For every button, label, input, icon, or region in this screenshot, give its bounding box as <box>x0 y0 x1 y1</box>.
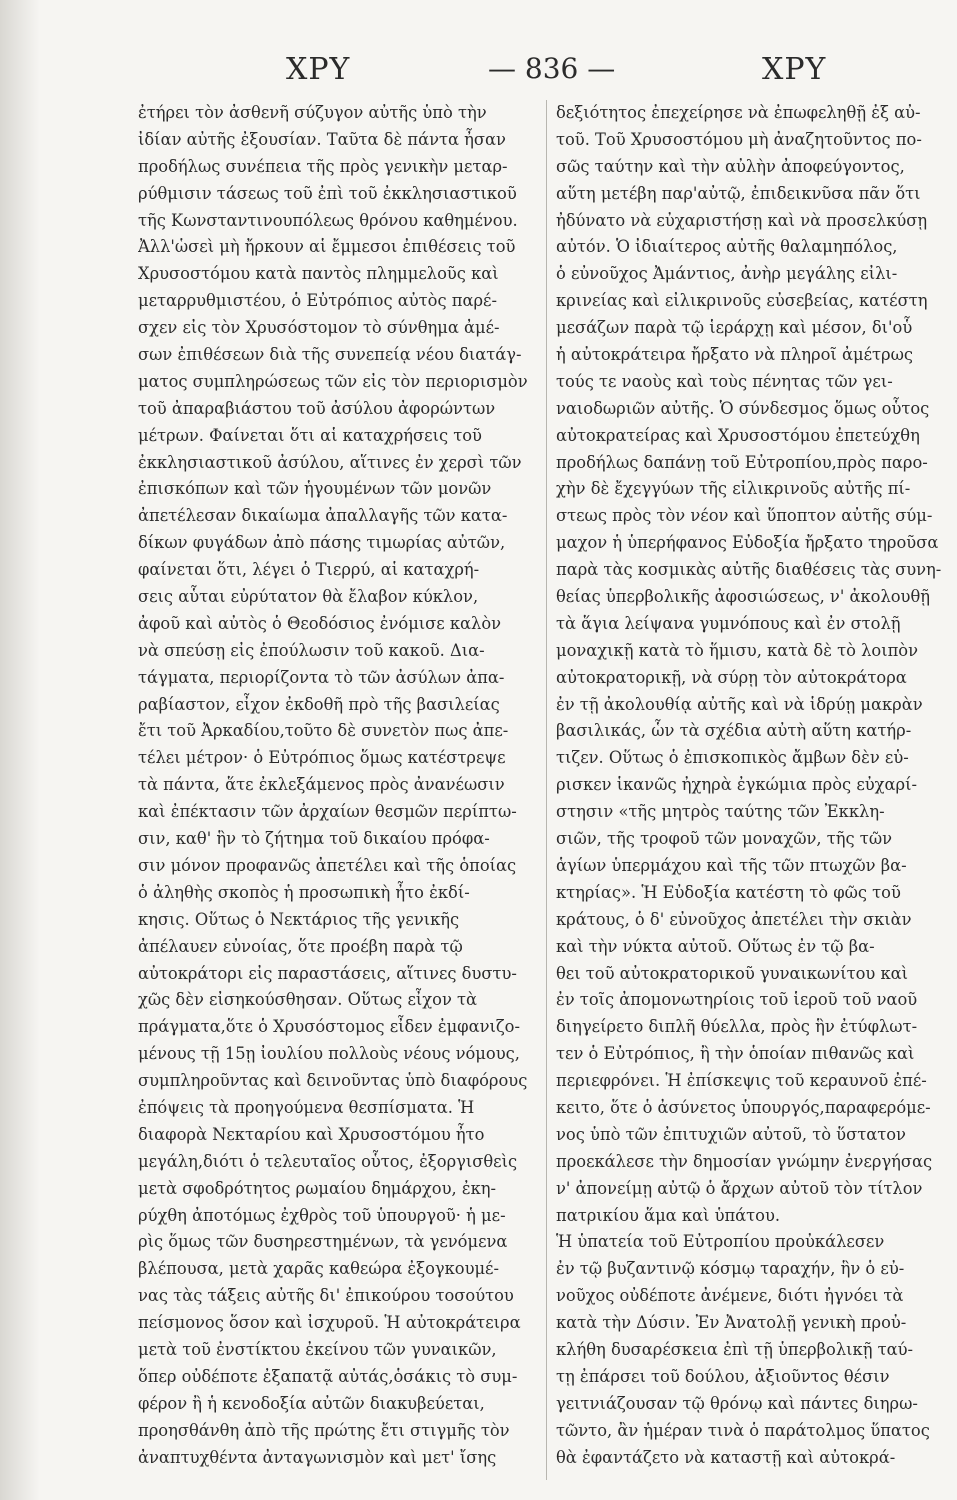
left-column-line: μεταρρυθμιστέου, ὁ Εὐτρόπιος αὐτὸς παρέ- <box>138 291 497 311</box>
right-column-line: κλήθη δυσαρέσκεια ἐπὶ τῇ ὑπερβολικῇ ταύ- <box>556 1339 914 1359</box>
right-column-line: κτηρίας». Ἡ Εὐδοξία κατέστη τὸ φῶς τοῦ <box>556 882 901 902</box>
left-column-line: φέρον ἢ ἡ κενοδοξία αὐτῶν διακυβεύεται, <box>138 1393 485 1413</box>
left-column-line: δίκων φυγάδων ἀπὸ πάσης τιμωρίας αὐτῶν, <box>138 533 506 553</box>
left-column-line: τὰ πάντα, ἅτε ἐκλεξάμενος πρὸς ἀνανέωσιν <box>138 775 505 795</box>
header-right-keyword: ΧΡΥ <box>762 52 827 87</box>
left-column-line: μετὰ τοῦ ἐνστίκτου ἐκείνου τῶν γυναικῶν, <box>138 1339 497 1359</box>
right-column-line: θὰ ἐφαντάζετο νὰ καταστῇ καὶ αὐτοκρά- <box>556 1447 896 1467</box>
right-column-line: τοῦ. Τοῦ Χρυσοστόμου μὴ ἀναζητοῦντος πο- <box>556 129 922 149</box>
right-column-line: αὐτοκρατείρας καὶ Χρυσοστόμου ἐπετεύχθη <box>556 425 920 445</box>
left-column-line: φαίνεται ὅτι, λέγει ὁ Τιερρύ, αἱ καταχρή- <box>138 560 480 580</box>
right-column-line: κατὰ τὴν Δύσιν. Ἐν Ἀνατολῇ γενικὴ προὐ- <box>556 1313 907 1333</box>
left-column-line: ἔτι τοῦ Ἀρκαδίου,τοῦτο δὲ συνετὸν πως ἀπε- <box>138 721 509 741</box>
left-column-line: τάγματα, περιορίζοντα τὸ τῶν ἀσύλων ἀπα- <box>138 667 505 687</box>
right-column-line: ναιοδωριῶν αὐτῆς. Ὁ σύνδεσμος ὅμως οὗτος <box>556 398 930 418</box>
right-column-line: διηγείρετο διπλῆ θύελλα, πρὸς ἣν ἐτύφλωτ- <box>556 1017 918 1037</box>
left-column-line: ρύχθη ἀποτόμως ἐχθρὸς τοῦ ὑπουργοῦ· ἡ με- <box>138 1205 506 1225</box>
right-column-line: αὐτόν. Ὁ ἰδιαίτερος αὐτῆς θαλαμηπόλος, <box>556 237 898 257</box>
left-column-line: ἀπετέλεσαν δικαίωμα ἀπαλλαγῆς τῶν κατα- <box>138 506 508 526</box>
left-column-line: ἀναπτυχθέντα ἀνταγωνισμὸν καὶ μετ' ἴσης <box>138 1447 497 1467</box>
right-column-line: πατρικίου ἅμα καὶ ὑπάτου. <box>556 1205 781 1225</box>
right-column-line: αὕτη μετέβη παρ'αὐτῷ, ἐπιδεικνῦσα πᾶν ὅτι <box>556 183 921 203</box>
right-column-line: τὰ ἅγια λείψανα γυμνόπους καὶ ἐν στολῇ <box>556 613 901 633</box>
left-column-line: σεις αὗται εὐρύτατον θὰ ἔλαβον κύκλον, <box>138 587 479 607</box>
left-column-line: ἐπόψεις τὰ προηγούμενα θεσπίσματα. Ἡ <box>138 1097 475 1117</box>
left-column-line: μένους τῇ 15ῃ ἰουλίου πολλοὺς νέους νόμους, <box>138 1044 520 1064</box>
left-column-line: καὶ ἐπέκτασιν τῶν ἀρχαίων θεσμῶν περίπτω- <box>138 802 517 822</box>
right-column-line: μαχον ἡ ὑπερήφανος Εὐδοξία ἤρξατο τηροῦσα <box>556 533 939 553</box>
right-column-line: χὴν δὲ ἔχεγγύων τῆς εἰλικρινοῦς αὐτῆς πί- <box>556 479 911 499</box>
right-column-line: τῃ ἐπάρσει τοῦ δούλου, ἀξιοῦντος θέσιν <box>556 1366 890 1386</box>
left-column-line: ὁ ἀληθὴς σκοπὸς ἡ προσωπικὴ ἦτο ἐκδί- <box>138 882 470 902</box>
left-column-line: κησις. Οὕτως ὁ Νεκτάριος τῆς γενικῆς <box>138 909 460 929</box>
right-column-line: περιεφρόνει. Ἡ ἐπίσκεψις τοῦ κεραυνοῦ ἐπέ- <box>556 1071 927 1091</box>
left-column-line: σχεν εἰς τὸν Χρυσόστομον τὸ σύνθημα ἀμέ- <box>138 318 500 338</box>
left-column-line: τοῦ ἀπαραβιάστου τοῦ ἀσύλου ἀφορώντων <box>138 398 496 418</box>
left-text-column <box>138 100 540 1480</box>
left-column-line: μετὰ σφοδρότητος ρωμαίου δημάρχου, ἐκη- <box>138 1178 497 1198</box>
left-column-line: χῶς δὲν εἰσηκούσθησαν. Οὕτως εἶχον τὰ <box>138 990 478 1010</box>
right-column-line: στησιν «τῆς μητρὸς ταύτης τῶν Ἐκκλη- <box>556 802 885 822</box>
left-column-line: ἀπέλαυεν εὐνοίας, ὅτε προέβη παρὰ τῷ <box>138 936 463 956</box>
left-column-line: πράγματα,ὅτε ὁ Χρυσόστομος εἶδεν ἐμφανιζο- <box>138 1017 520 1037</box>
left-column-line: σιν μόνον προφανῶς ἀπετέλει καὶ τῆς ὁποίας <box>138 855 517 875</box>
left-column-line: μέτρων. Φαίνεται ὅτι αἱ καταχρήσεις τοῦ <box>138 425 482 445</box>
right-column-line: τῶντο, ἂν ἡμέραν τινὰ ὁ παράτολμος ὕπατος <box>556 1420 930 1440</box>
right-column-line: βασιλικάς, ὧν τὰ σχέδια αὐτὴ αὕτη κατήρ- <box>556 721 912 741</box>
left-column-line: νὰ σπεύσῃ εἰς ἐπούλωσιν τοῦ κακοῦ. Δια- <box>138 640 485 660</box>
right-text-column <box>556 100 954 1480</box>
right-column-line: ἐν τῷ βυζαντινῷ κόσμῳ ταραχήν, ἣν ὁ εὐ- <box>556 1259 905 1279</box>
left-column-line: τῆς Κωνσταντινουπόλεως θρόνου καθημένου. <box>138 210 518 230</box>
left-column-line: Χρυσοστόμου κατὰ παντὸς πλημμελοῦς καὶ <box>138 264 499 284</box>
left-column-line: ἐκκλησιαστικοῦ ἀσύλου, αἵτινες ἐν χερσὶ τῶν <box>138 452 522 472</box>
right-column-line: γειτνιάζουσαν τῷ θρόνῳ καὶ πάντες διηρω- <box>556 1393 918 1413</box>
right-column-line: σῶς ταύτην καὶ τὴν αὐλὴν ἀποφεύγοντος, <box>556 156 905 176</box>
right-column-line: ἁγίων ὑπερμάχου καὶ τῆς τῶν πτωχῶν βα- <box>556 855 907 875</box>
left-column-line: τέλει μέτρον· ὁ Εὐτρόπιος ὅμως κατέστρεψε <box>138 748 506 768</box>
left-column-line: ρὶς ὅμως τῶν δυσηρεστημένων, τὰ γενόμενα <box>138 1232 508 1252</box>
gutter-shadow <box>0 0 40 1500</box>
left-column-line: αὐτοκράτορι εἰς παραστάσεις, αἵτινες δυστυ- <box>138 963 517 983</box>
right-column-line: ἠδύνατο νὰ εὐχαριστήσῃ καὶ νὰ προσελκύσῃ <box>556 210 928 230</box>
right-column-line: προδήλως δαπάνῃ τοῦ Εὐτροπίου,πρὸς παρο- <box>556 452 928 472</box>
right-column-line: ὁ εὐνοῦχος Ἀμάντιος, ἀνὴρ μεγάλης εἰλι- <box>556 264 898 284</box>
left-column-line: βλέπουσα, μετὰ χαρᾶς καθεώρα ἐξογκουμέ- <box>138 1259 499 1279</box>
left-column-line: ἐτήρει τὸν ἀσθενῆ σύζυγον αὐτῆς ὑπὸ τὴν <box>138 103 487 122</box>
right-column-line: αὐτοκρατορικῇ, νὰ σύρῃ τὸν αὐτοκράτορα <box>556 667 907 687</box>
right-column-line: καὶ τὴν νύκτα αὐτοῦ. Οὕτως ἐν τῷ βα- <box>556 936 875 956</box>
left-column-line: συμπληροῦντας καὶ δεινοῦντας ὑπὸ διαφόρους <box>138 1071 528 1091</box>
right-column-line: παρὰ τὰς κοσμικὰς αὐτῆς διαθέσεις τὰς συνη- <box>556 560 942 580</box>
left-column-line: προδήλως συνέπεια τῆς πρὸς γενικὴν μεταρ- <box>138 156 508 176</box>
header-left-keyword: ΧΡΥ <box>286 52 351 87</box>
left-column-line: σιν, καθ' ἣν τὸ ζήτημα τοῦ δικαίου πρόφα- <box>138 829 490 849</box>
right-column-line: ρισκεν ἱκανῶς ἠχηρὰ ἐγκώμια πρὸς εὐχαρί- <box>556 775 917 795</box>
right-column-line: ἡ αὐτοκράτειρα ἤρξατο νὰ πληροῖ ἀμέτρως <box>556 345 913 365</box>
right-column-line: τούς τε ναοὺς καὶ τοὺς πένητας τῶν γει- <box>556 371 893 391</box>
right-column-line: Ἡ ὑπατεία τοῦ Εὐτροπίου προὐκάλεσεν <box>556 1232 885 1252</box>
left-column-line: ἰδίαν αὐτῆς ἐξουσίαν. Ταῦτα δὲ πάντα ἦσαν <box>138 129 506 149</box>
right-column-line: κειτο, ὅτε ὁ ἀσύνετος ὑπουργός,παραφερόμε- <box>556 1097 931 1117</box>
left-column-line: ὅπερ οὐδέποτε ἐξαπατᾷ αὐτάς,ὁσάκις τὸ συμ- <box>138 1366 518 1386</box>
right-column-line: μεσάζων παρὰ τῷ ἱεράρχῃ καὶ μέσον, δι'οὗ <box>556 318 913 338</box>
left-column-line: ραβίαστον, εἶχον ἐκδοθῆ πρὸ τῆς βασιλείας <box>138 694 500 714</box>
right-column-line: τιζεν. Οὕτως ὁ ἐπισκοπικὸς ἄμβων δὲν εὑ- <box>556 748 909 768</box>
right-column-line: νος ὑπὸ τῶν ἐπιτυχιῶν αὐτοῦ, τὸ ὕστατον <box>556 1124 906 1144</box>
right-column-line: τεν ὁ Εὐτρόπιος, ἢ τὴν ὁποίαν πιθανῶς καὶ <box>556 1044 915 1064</box>
left-column-line: ματος συμπληρώσεως τῶν εἰς τὸν περιορισμὸν <box>138 371 528 391</box>
right-column-line: θει τοῦ αὐτοκρατορικοῦ γυναικωνίτου καὶ <box>556 963 909 983</box>
left-column-line: νας τὰς τάξεις αὐτῆς δι' ἐπικούρου τοσούτου <box>138 1286 514 1306</box>
left-column-line: Ἀλλ'ὡσεὶ μὴ ἤρκουν αἱ ἔμμεσοι ἐπιθέσεις τοῦ <box>138 237 516 257</box>
right-column-line: ν' ἀπονείμῃ αὐτῷ ὁ ἄρχων αὐτοῦ τὸν τίτλον <box>556 1178 923 1198</box>
left-column-line: ρύθμισιν τάσεως τοῦ ἐπὶ τοῦ ἐκκλησιαστικοῦ <box>138 183 517 203</box>
right-column-line: μοναχικῇ κατὰ τὸ ἥμισυ, κατὰ δὲ τὸ λοιπὸν <box>556 640 918 660</box>
left-column-line: ἐπισκόπων καὶ τῶν ἡγουμένων τῶν μονῶν <box>138 479 492 499</box>
right-column-line: στεως πρὸς τὸν νέον καὶ ὕποπτον αὐτῆς σύμ- <box>556 506 933 526</box>
right-column-line: δεξιότητος ἐπεχείρησε νὰ ἐπωφεληθῇ ἐξ αὐ- <box>556 103 921 122</box>
page-number: — 836 — <box>488 52 616 85</box>
right-column-line: νοῦχος οὐδέποτε ἀνέμενε, διότι ἠγνόει τὰ <box>556 1286 904 1306</box>
left-column-line: ἀφοῦ καὶ αὐτὸς ὁ Θεοδόσιος ἐνόμισε καλὸν <box>138 613 502 633</box>
left-column-line: μεγάλη,διότι ὁ τελευταῖος οὗτος, ἐξοργισθεὶς <box>138 1151 518 1171</box>
right-column-line: κρινείας καὶ εἰλικρινοῦς εὐσεβείας, κατέστη <box>556 291 928 311</box>
column-divider <box>546 100 547 1480</box>
right-column-line: ἐν τῇ ἀκολουθίᾳ αὐτῆς καὶ νὰ ἱδρύῃ μακρὰν <box>556 694 923 714</box>
right-column-line: ἐν τοῖς ἀπομονωτηρίοις τοῦ ἱεροῦ τοῦ ναοῦ <box>556 990 918 1010</box>
right-column-line: κράτους, ὁ δ' εὐνοῦχος ἀπετέλει τὴν σκιὰν <box>556 909 912 929</box>
left-column-line: διαφορὰ Νεκταρίου καὶ Χρυσοστόμου ἦτο <box>138 1124 485 1144</box>
left-column-line: σων ἐπιθέσεων διὰ τῆς συνεπείᾳ νέου διατάγ- <box>138 345 522 365</box>
running-header <box>0 52 957 92</box>
right-column-line: σιῶν, τῆς τροφοῦ τῶν μοναχῶν, τῆς τῶν <box>556 829 892 849</box>
left-column-line: προησθάνθη ἀπὸ τῆς πρώτης ἔτι στιγμῆς τὸν <box>138 1420 510 1440</box>
right-column-line: προεκάλεσε τὴν δημοσίαν γνώμην ἐνεργήσας <box>556 1151 933 1171</box>
left-column-line: πείσμονος ὅσον καὶ ἰσχυροῦ. Ἡ αὐτοκράτειρα <box>138 1313 521 1333</box>
right-column-line: θείας ὑπερβολικῆς ἀφοσιώσεως, ν' ἀκολουθῇ <box>556 587 931 607</box>
